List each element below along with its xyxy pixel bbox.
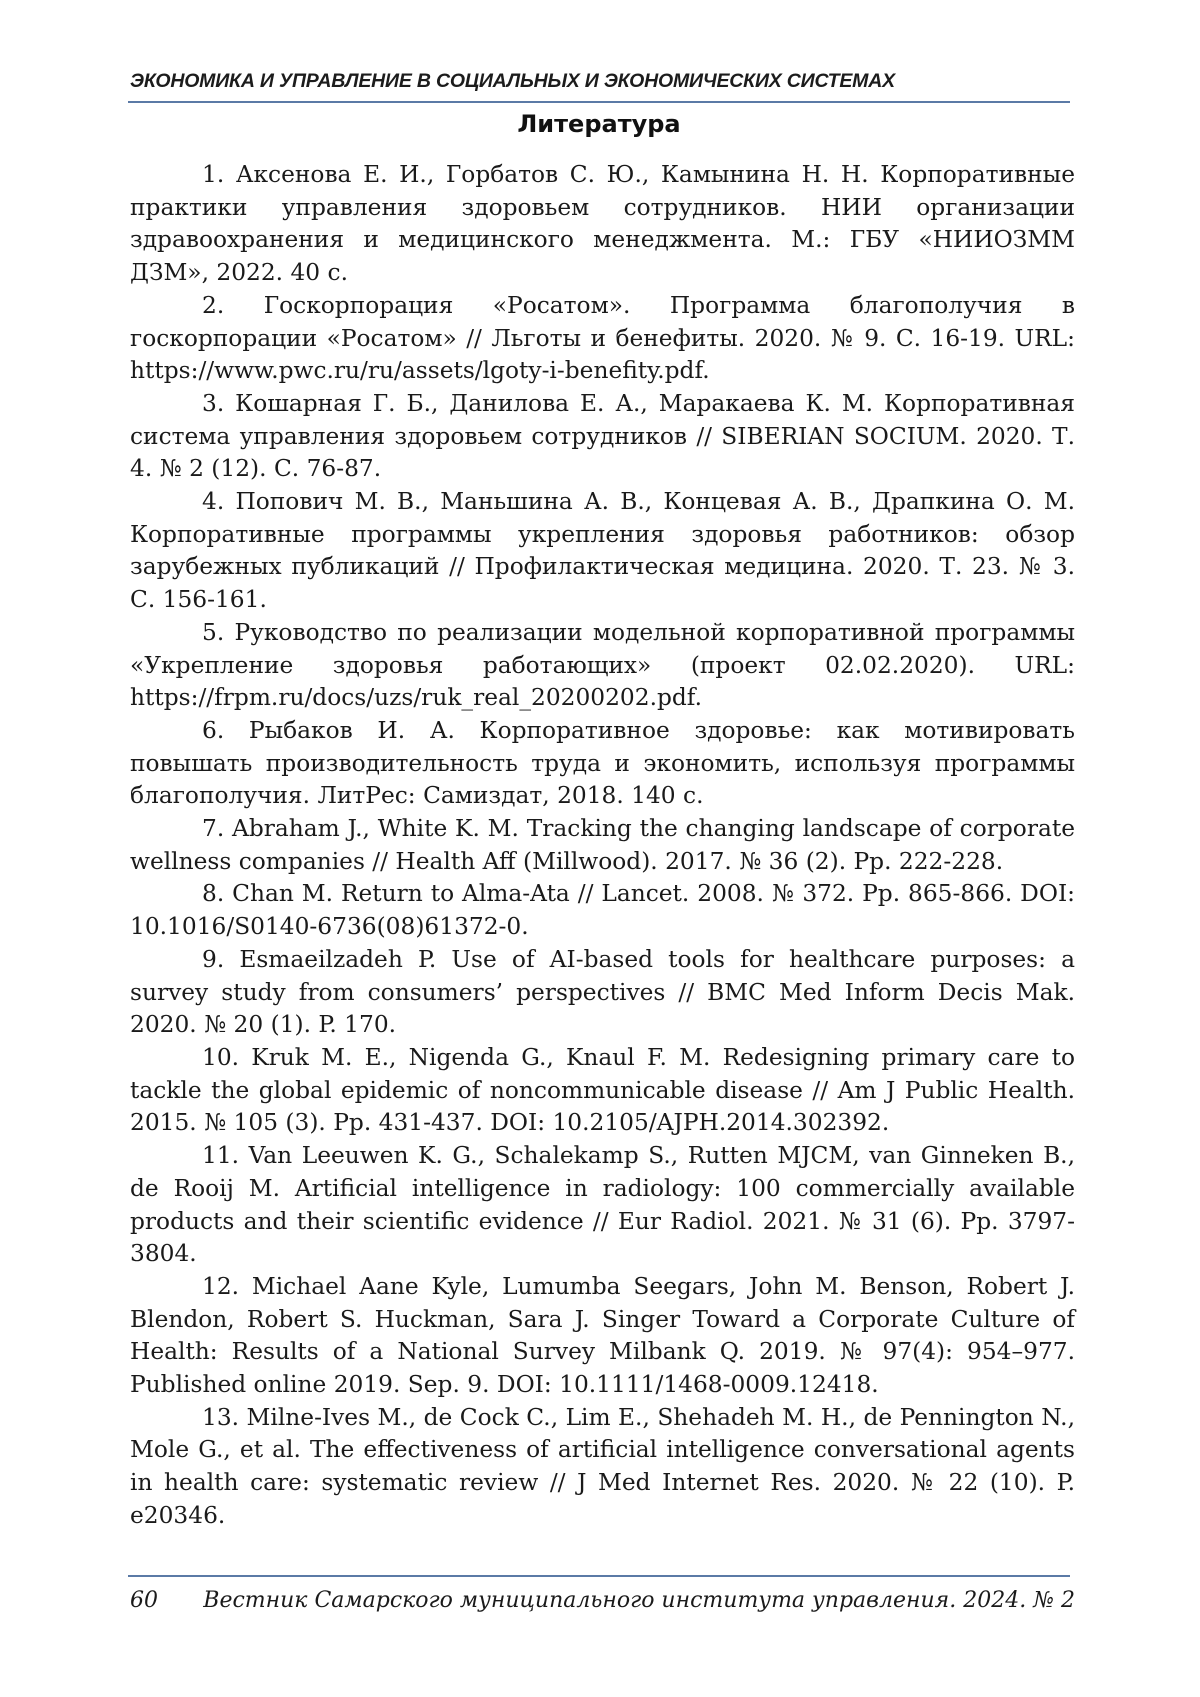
reference-item: 8. Chan M. Return to Alma-Ata // Lancet. 2008. № 372. Pp. 865-866. DOI: 10.1016/S0140-6736(08)61372-0.	[130, 880, 1075, 941]
reference-item: 11. Van Leeuwen K. G., Schalekamp S., Rutten MJCM, van Ginneken B., de Rooij M. Artificial intelligence in radiology: 100 commercially available products and their scientific evidence // Eur Radiol. 2021. № 31 (6). Pp. 3797-3804.	[130, 1142, 1075, 1268]
reference-item: 2. Госкорпорация «Росатом». Программа благополучия в госкорпорации «Росатом» // Льготы и бенефиты. 2020. № 9. С. 16-19. URL: https://www.pwc.ru/ru/assets/lgoty-i-benefity.pdf.	[130, 291, 1075, 385]
reference-item: 1. Аксенова Е. И., Горбатов С. Ю., Камынина Н. Н. Корпоративные практики управления здоровьем сотрудников. НИИ организации здравоохранения и медицинского менеджмента. М.: ГБУ «НИИОЗММ ДЗМ», 2022. 40 с.	[130, 161, 1075, 287]
page-number: 60	[130, 1588, 158, 1613]
header-divider	[128, 101, 1070, 103]
reference-item: 7. Abraham J., White K. M. Tracking the changing landscape of corporate wellness companies // Health Aff (Millwood). 2017. № 36 (2). Pp. 222-228.	[130, 815, 1075, 875]
reference-item: 6. Рыбаков И. А. Корпоративное здоровье: как мотивировать повышать производительность труда и экономить, используя программы благополучия. ЛитРес: Самиздат, 2018. 140 с.	[130, 716, 1075, 810]
footer-divider	[128, 1575, 1070, 1577]
reference-item: 12. Michael Aane Kyle, Lumumba Seegars, John M. Benson, Robert J. Blendon, Robert S. Huckman, Sara J. Singer Toward a Corporate Culture of Health: Results of a National Survey Milbank Q. 2019. № 97(4): 954–977. Published online 2019. Sep. 9. DOI: 10.1111/1468-0009.12418.	[130, 1272, 1075, 1399]
reference-item: 5. Руководство по реализации модельной корпоративной программы «Укрепление здоровья работающих» (проект 02.02.2020). URL: https://frpm.ru/docs/uzs/ruk_real_20200202.pdf.	[130, 618, 1075, 712]
running-header: ЭКОНОМИКА И УПРАВЛЕНИЕ В СОЦИАЛЬНЫХ И ЭКОНОМИЧЕСКИХ СИСТЕМАХ	[130, 70, 895, 92]
journal-citation: Вестник Самарского муниципального института управления. 2024. № 2	[203, 1588, 1075, 1613]
reference-item: 13. Milne-Ives M., de Cock C., Lim E., Shehadeh M. H., de Pennington N., Mole G., et al. The effectiveness of artificial intelligence conversational agents in health care: systematic review // J Med Internet Res. 2020. № 22 (10). P. e20346.	[130, 1403, 1075, 1529]
reference-item: 4. Попович М. В., Маньшина А. В., Концевая А. В., Драпкина О. М. Корпоративные программы укрепления здоровья работников: обзор зарубежных публикаций // Профилактическая медицина. 2020. Т. 23. № 3. С. 156-161.	[130, 488, 1075, 614]
section-title: Литература	[517, 110, 681, 138]
reference-item: 9. Esmaeilzadeh P. Use of AI-based tools for healthcare purposes: a survey study from consumers’ perspectives // BMC Med Inform Decis Mak. 2020. № 20 (1). P. 170.	[130, 945, 1075, 1039]
reference-item: 10. Kruk M. E., Nigenda G., Knaul F. M. Redesigning primary care to tackle the global epidemic of noncommunicable disease // Am J Public Health. 2015. № 105 (3). Pp. 431-437. DOI: 10.2105/AJPH.2014.302392.	[130, 1043, 1075, 1137]
reference-item: 3. Кошарная Г. Б., Данилова Е. А., Маракаева К. М. Корпоративная система управления здоровьем сотрудников // SIBERIAN SOCIUM. 2020. Т. 4. № 2 (12). С. 76-87.	[130, 389, 1075, 483]
reference-list	[130, 159, 1075, 1533]
